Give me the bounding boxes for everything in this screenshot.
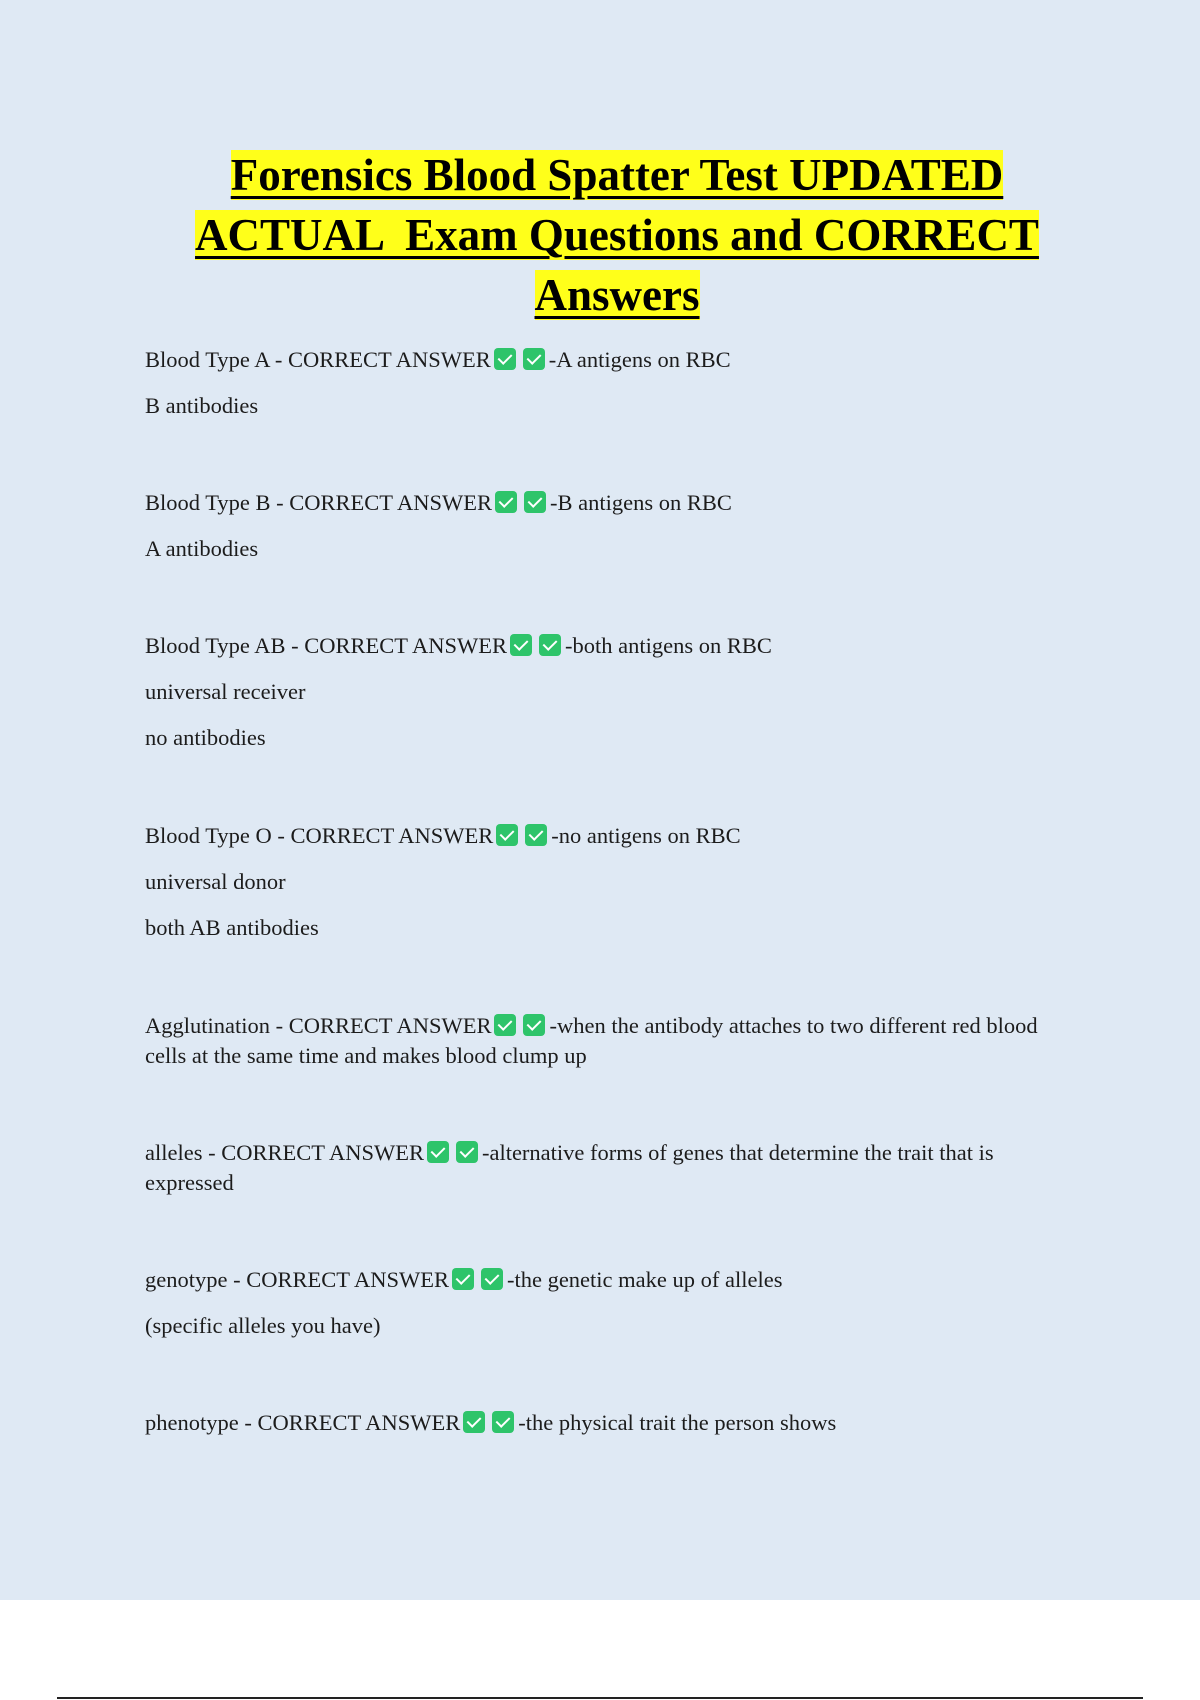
answer-extra-line: B antibodies xyxy=(145,393,259,418)
check-mark-icon xyxy=(456,1141,478,1163)
answer-extra-line: (specific alleles you have) xyxy=(145,1313,381,1338)
answer-text: -both antigens on RBC xyxy=(565,633,772,658)
check-mark-icon xyxy=(495,491,517,513)
qa-entry-alleles xyxy=(145,1138,1075,1198)
term-text: alleles - CORRECT ANSWER xyxy=(145,1140,424,1165)
answer-extra-line: universal donor xyxy=(145,869,286,894)
answer-extra-line: universal receiver xyxy=(145,679,306,704)
check-mark-icon xyxy=(524,491,546,513)
title-line-1: Forensics Blood Spatter Test UPDATED xyxy=(230,150,1004,200)
question-line xyxy=(145,1011,1075,1071)
check-mark-icon xyxy=(452,1268,474,1290)
document-title xyxy=(100,145,1134,325)
answer-extra-line: no antibodies xyxy=(145,725,266,750)
question-line xyxy=(145,631,1075,661)
term-text: genotype - CORRECT ANSWER xyxy=(145,1267,449,1292)
check-mark-icon xyxy=(523,348,545,370)
check-mark-icon xyxy=(496,824,518,846)
footer-divider xyxy=(57,1697,1143,1699)
answer-text: -A antigens on RBC xyxy=(548,347,731,372)
check-mark-icon xyxy=(539,634,561,656)
check-mark-icon xyxy=(510,634,532,656)
check-mark-icon xyxy=(494,1014,516,1036)
term-text: Blood Type B - CORRECT ANSWER xyxy=(145,490,493,515)
term-text: Blood Type AB - CORRECT ANSWER xyxy=(145,633,508,658)
check-mark-icon xyxy=(427,1141,449,1163)
question-line xyxy=(145,1408,1075,1438)
answer-text: -the physical trait the person shows xyxy=(518,1410,837,1435)
title-line-3: Answers xyxy=(534,270,700,320)
answer-text: -alternative forms of genes that determine the trait that is expressed xyxy=(145,1140,994,1195)
question-line xyxy=(145,1138,1075,1198)
answer-text: -B antigens on RBC xyxy=(550,490,732,515)
title-line-2: ACTUAL Exam Questions and CORRECT xyxy=(195,210,1039,260)
check-mark-icon xyxy=(523,1014,545,1036)
term-text: Blood Type A - CORRECT ANSWER xyxy=(145,347,491,372)
answer-extra-line: both AB antibodies xyxy=(145,915,319,940)
check-mark-icon xyxy=(525,824,547,846)
check-mark-icon xyxy=(481,1268,503,1290)
qa-entry-blood-type-a xyxy=(145,345,1075,421)
qa-entry-blood-type-ab xyxy=(145,631,1075,753)
question-line xyxy=(145,821,1075,851)
qa-entry-blood-type-o xyxy=(145,821,1075,943)
check-mark-icon xyxy=(463,1411,485,1433)
answer-text: -no antigens on RBC xyxy=(551,823,741,848)
check-mark-icon xyxy=(494,348,516,370)
question-line xyxy=(145,1265,1075,1295)
answer-extra-line: A antibodies xyxy=(145,536,259,561)
term-text: phenotype - CORRECT ANSWER xyxy=(145,1410,461,1435)
check-mark-icon xyxy=(492,1411,514,1433)
qa-entry-genotype xyxy=(145,1265,1075,1341)
term-text: Agglutination - CORRECT ANSWER xyxy=(145,1013,492,1038)
answer-text: -when the antibody attaches to two different red blood cells at the same time and makes blood clump up xyxy=(145,1013,1038,1068)
qa-entry-phenotype xyxy=(145,1408,1075,1438)
term-text: Blood Type O - CORRECT ANSWER xyxy=(145,823,494,848)
qa-entry-blood-type-b xyxy=(145,488,1075,564)
question-line xyxy=(145,345,1075,375)
answer-text: -the genetic make up of alleles xyxy=(506,1267,783,1292)
qa-entry-agglutination xyxy=(145,1011,1075,1071)
question-line xyxy=(145,488,1075,518)
